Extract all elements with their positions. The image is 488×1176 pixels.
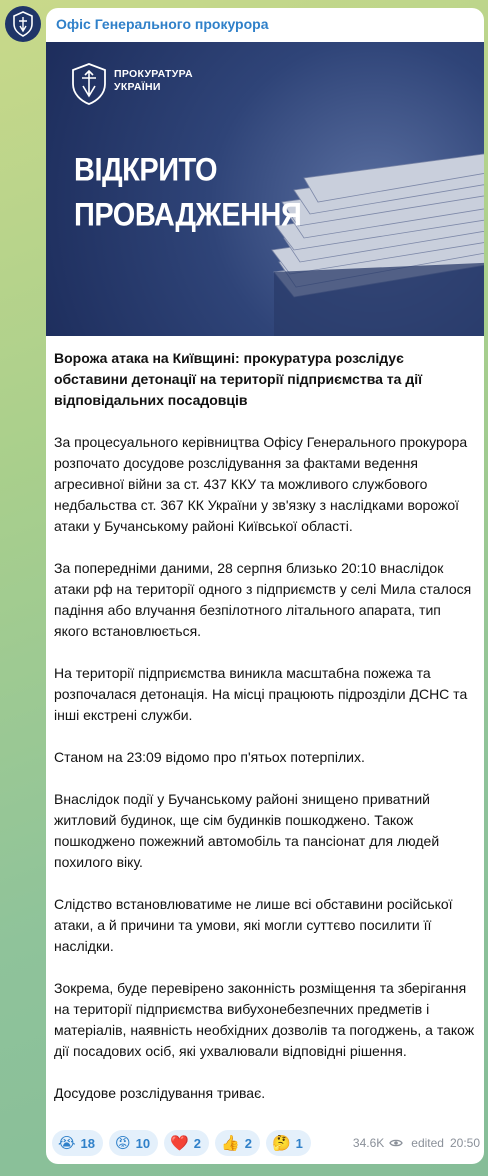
message-time: 20:50 <box>449 1136 480 1150</box>
reaction-count: 2 <box>193 1135 202 1151</box>
angry-face-icon: 😡 <box>115 1134 131 1152</box>
post-title: Ворожа атака на Київщині: прокуратура розслідує обставини детонації на території підприємства та дії відповідальних посадовців <box>54 350 423 408</box>
post-paragraph: Зокрема, буде перевірено законність розміщення та зберігання на території підприємства вибухонебезпечних предметів і матеріалів, наявність необхідних дозволів та погоджень, а також дії посадових осіб, які ухвалювали відповідні рішення. <box>54 980 475 1059</box>
post-paragraph: За попередніми даними, 28 серпня близько 20:10 внаслідок атаки рф на території одного з підприємств у селі Мила сталося падіння або влучання безпілотного літального апарата, тип якого встановлюється. <box>54 560 472 639</box>
message-footer <box>52 1128 480 1158</box>
banner-headline-line2: ПРОВАДЖЕННЯ <box>74 197 302 234</box>
reaction-heart[interactable] <box>164 1130 209 1156</box>
view-count: 34.6K <box>352 1136 385 1150</box>
thinking-face-icon: 🤔 <box>271 1134 291 1152</box>
post-text <box>54 348 478 1125</box>
banner-headline <box>74 148 301 238</box>
crying-face-icon: 😭 <box>58 1134 76 1152</box>
post-paragraph: Внаслідок події у Бучанському районі знищено приватний житловий будинок, ще сім будинків пошкоджено. Також пошкоджено пожежний автомобіль та пансіонат для людей похилого віку. <box>54 791 440 870</box>
prosecutor-emblem-icon <box>12 11 34 37</box>
post-paragraph: Досудове розслідування триває. <box>54 1085 266 1101</box>
channel-avatar[interactable] <box>5 6 41 42</box>
prosecutor-shield-icon <box>70 62 108 106</box>
thumbs-up-icon: 👍 <box>221 1134 240 1152</box>
post-paragraph: Станом на 23:09 відомо про п'ятьох потерпілих. <box>54 749 365 765</box>
channel-name[interactable]: Офіс Генерального прокурора <box>56 16 269 32</box>
reaction-count: 1 <box>295 1135 303 1151</box>
banner-logo-text <box>114 68 193 94</box>
post-paragraph: На території підприємства виникла масштабна пожежа та розпочалася детонація. На місці працюють підрозділи ДСНС та інші екстрені служби. <box>54 665 468 723</box>
reaction-thumbs-up[interactable] <box>215 1130 260 1156</box>
reaction-angry[interactable] <box>109 1130 158 1156</box>
message-meta <box>349 1136 480 1150</box>
reaction-crying[interactable] <box>52 1130 103 1156</box>
reaction-thinking[interactable] <box>266 1130 311 1156</box>
banner-logo-line1: ПРОКУРАТУРА <box>114 68 193 80</box>
banner-headline-line1: ВІДКРИТО <box>74 152 218 189</box>
heart-icon: ❤️ <box>170 1134 189 1152</box>
message-bubble <box>46 8 484 1164</box>
post-paragraph: За процесуального керівництва Офісу Генерального прокурора розпочато досудове розслідування за фактами ведення агресивної війни за ст. 437 ККУ та можливого службового недбальства ст. 367 КК України у зв'язку з наслідками ворожої атаки у Бучанському районі Київської області. <box>54 434 468 534</box>
reaction-count: 2 <box>244 1135 252 1151</box>
eye-icon <box>389 1138 403 1148</box>
reaction-count: 10 <box>135 1135 151 1151</box>
reaction-count: 18 <box>80 1135 95 1151</box>
edited-label: edited <box>411 1136 444 1150</box>
post-paragraph: Слідство встановлюватиме не лише всі обставини російської атаки, а й причини та умови, які могли суттєво посилити її наслідки. <box>54 896 453 954</box>
banner-logo-line2: УКРАЇНИ <box>114 81 161 93</box>
post-image[interactable] <box>46 42 484 336</box>
